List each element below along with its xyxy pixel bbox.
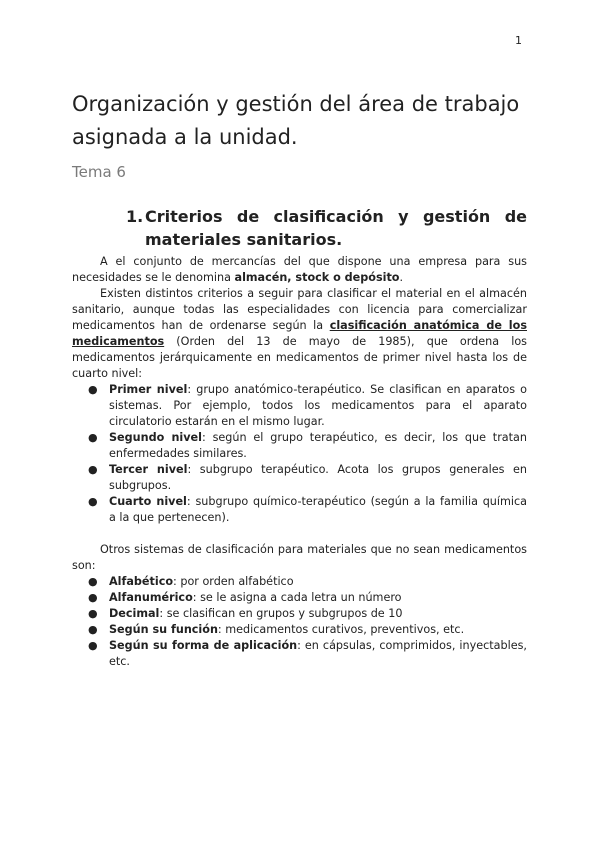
- bullet-icon: ●: [88, 495, 98, 508]
- document-title: Organización y gestión del área de trabajo asignada a la unidad.: [72, 92, 520, 149]
- paragraph-criteria: Existen distintos criterios a seguir para clasificar el material en el almacén sanitario, aunque todas las especialidades con licencia para comercializar medicamentos han de ordenarse según la clasificación anatómica de los medicamentos (Orden del 13 de mayo de 1985), que ordena los medicamentos jerárquicamente en medicamentos de primer nivel hasta los de cuarto nivel:: [72, 287, 527, 380]
- levels-list: [72, 382, 527, 526]
- paragraph-intro: A el conjunto de mercancías del que dispone una empresa para sus necesidades se le denomina almacén, stock o depósito.: [72, 255, 527, 284]
- bold-term: almacén, stock o depósito: [234, 271, 400, 284]
- section-heading: [122, 205, 527, 251]
- bullet-icon: ●: [88, 639, 98, 652]
- list-item: ● Decimal: se clasifican en grupos y subgrupos de 10: [88, 607, 403, 620]
- bullet-icon: ●: [88, 607, 98, 620]
- bullet-icon: ●: [88, 463, 98, 476]
- list-item: ● Cuarto nivel: subgrupo químico-terapéutico (según a la familia química a la que pertenecen).: [88, 495, 528, 524]
- list-item: ● Segundo nivel: según el grupo terapéutico, es decir, los que tratan enfermedades similares.: [88, 431, 527, 460]
- document-subtitle: Tema 6: [72, 163, 126, 181]
- list-item: ● Según su forma de aplicación: en cápsulas, comprimidos, inyectables, etc.: [88, 639, 527, 668]
- list-item: ● Según su función: medicamentos curativos, preventivos, etc.: [88, 623, 465, 636]
- list-item: ● Alfabético: por orden alfabético: [88, 575, 294, 588]
- list-item: ● Primer nivel: grupo anatómico-terapéutico. Se clasifican en aparatos o sistemas. Por ejemplo, todos los medicamentos para el aparato circulatorio estarán en el mismo lugar.: [88, 383, 528, 428]
- document-body: [72, 254, 527, 670]
- bullet-icon: ●: [88, 623, 98, 636]
- bullet-icon: ●: [88, 591, 98, 604]
- bullet-icon: ●: [88, 575, 98, 588]
- page-number: 1: [515, 34, 522, 47]
- underlined-term: clasificación anatómica de los medicamentos: [72, 319, 527, 348]
- list-item: ● Alfanumérico: se le asigna a cada letra un número: [88, 591, 402, 604]
- systems-list: [72, 574, 527, 670]
- section-heading-text: Criterios de clasificación y gestión de materiales sanitarios.: [145, 207, 527, 249]
- list-item: ● Tercer nivel: subgrupo terapéutico. Acota los grupos generales en subgrupos.: [88, 463, 527, 492]
- bullet-icon: ●: [88, 383, 98, 396]
- bullet-icon: ●: [88, 431, 98, 444]
- paragraph-other-systems: Otros sistemas de clasificación para materiales que no sean medicamentos son:: [72, 543, 527, 572]
- section-number: 1.: [126, 207, 144, 226]
